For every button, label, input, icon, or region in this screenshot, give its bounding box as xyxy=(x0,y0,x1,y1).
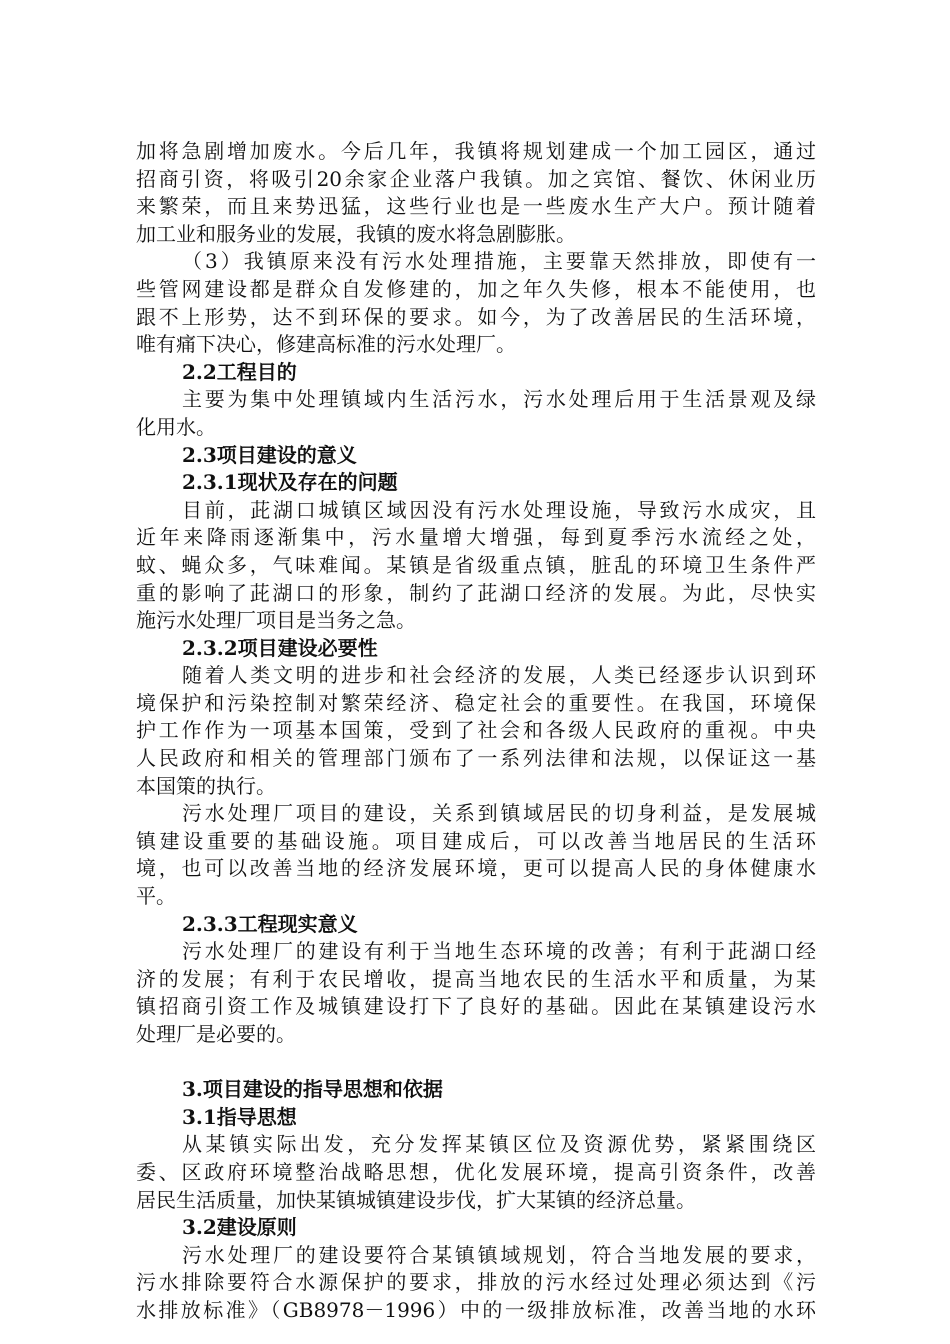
text-line: 近年来降雨逐渐集中，污水量增大增强，每到夏季污水流经之处， xyxy=(136,525,816,550)
section-heading: 3.项目建设的指导思想和依据 xyxy=(182,1077,443,1102)
paragraph-last-line: 处理厂是必要的。 xyxy=(136,1022,296,1046)
text-line: 济的发展；有利于农民增收，提高当地农民的生活水平和质量，为某 xyxy=(136,966,816,991)
text-line: 境，也可以改善当地的经济发展环境，更可以提高人民的身体健康水 xyxy=(136,856,816,881)
paragraph-last-line: 居民生活质量，加快某镇城镇建设步伐，扩大某镇的经济总量。 xyxy=(136,1187,696,1212)
text-line: 加将急剧增加废水。今后几年，我镇将规划建成一个加工园区，通过 xyxy=(136,139,816,163)
paragraph-last-line: 本国策的执行。 xyxy=(136,773,276,798)
section-heading: 2.3项目建设的意义 xyxy=(182,442,357,467)
paragraph-first-line: 污水处理厂的建设有利于当地生态环境的改善；有利于茈湖口经 xyxy=(182,939,816,964)
text-line: 镇建设重要的基础设施。项目建成后，可以改善当地居民的生活环 xyxy=(136,828,816,853)
paragraph-last-line: 化用水。 xyxy=(136,414,216,439)
paragraph-first-line: 目前，茈湖口城镇区域因没有污水处理设施，导致污水成灾，且 xyxy=(182,497,816,522)
text-line: 境保护和污染控制对繁荣经济、稳定社会的重要性。在我国，环境保 xyxy=(136,690,816,715)
text-line: 蚊、蝇众多，气味难闻。某镇是省级重点镇，脏乱的环境卫生条件严 xyxy=(136,552,816,577)
paragraph-last-line: 加工业和服务业的发展，我镇的废水将急剧膨胀。 xyxy=(136,221,576,246)
document-body xyxy=(136,138,816,1325)
paragraph-last-line: 施污水处理厂项目是当务之急。 xyxy=(136,608,416,633)
text-line: 些管网建设都是群众自发修建的，加之年久失修，根本不能使用，也 xyxy=(136,276,816,301)
text-line: 镇招商引资工作及城镇建设打下了良好的基础。因此在某镇建设污水 xyxy=(136,994,816,1019)
paragraph-spacer xyxy=(136,1049,816,1077)
text-line: 委、区政府环境整治战略思想，优化发展环境，提高引资条件，改善 xyxy=(136,1159,816,1184)
paragraph-first-line: 污水处理厂的建设要符合某镇镇域规划，符合当地发展的要求， xyxy=(182,1242,816,1267)
paragraph-first-line: （3）我镇原来没有污水处理措施，主要靠天然排放，即使有一 xyxy=(182,249,816,274)
text-line: 水排放标准》（GB8978－1996）中的一级排放标准，改善当地的水环 xyxy=(136,1297,816,1322)
paragraph-first-line: 主要为集中处理镇域内生活污水，污水处理后用于生活景观及绿 xyxy=(182,387,816,412)
text-line: 来繁荣，而且来势迅猛，这些行业也是一些废水生产大户。预计随着 xyxy=(136,194,816,219)
section-heading: 2.3.1现状及存在的问题 xyxy=(182,470,398,495)
section-heading: 2.3.3工程现实意义 xyxy=(182,911,358,936)
text-line: 重的影响了茈湖口的形象，制约了茈湖口经济的发展。为此，尽快实 xyxy=(136,580,816,605)
text-line: 护工作作为一项基本国策，受到了社会和各级人民政府的重视。中央 xyxy=(136,718,816,743)
section-heading: 3.2建设原则 xyxy=(182,1215,297,1240)
text-line: 人民政府和相关的管理部门颁布了一系列法律和法规，以保证这一基 xyxy=(136,746,816,771)
paragraph-first-line: 随着人类文明的进步和社会经济的发展，人类已经逐步认识到环 xyxy=(182,663,816,688)
section-heading: 2.3.2项目建设必要性 xyxy=(182,635,378,660)
paragraph-first-line: 从某镇实际出发，充分发挥某镇区位及资源优势，紧紧围绕区 xyxy=(182,1132,816,1157)
text-line: 污水排除要符合水源保护的要求，排放的污水经过处理必须达到《污 xyxy=(136,1270,816,1295)
section-heading: 3.1指导思想 xyxy=(182,1104,297,1129)
paragraph-last-line: 唯有痛下决心，修建高标准的污水处理厂。 xyxy=(136,332,516,357)
text-line: 跟不上形势，达不到环保的要求。如今，为了改善居民的生活环境， xyxy=(136,304,816,329)
paragraph-first-line: 污水处理厂项目的建设，关系到镇域居民的切身利益，是发展城 xyxy=(182,801,816,826)
paragraph-last-line: 平。 xyxy=(136,884,176,909)
section-heading: 2.2工程目的 xyxy=(182,359,297,384)
text-line: 招商引资，将吸引20余家企业落户我镇。加之宾馆、餐饮、休闲业历 xyxy=(136,166,816,191)
